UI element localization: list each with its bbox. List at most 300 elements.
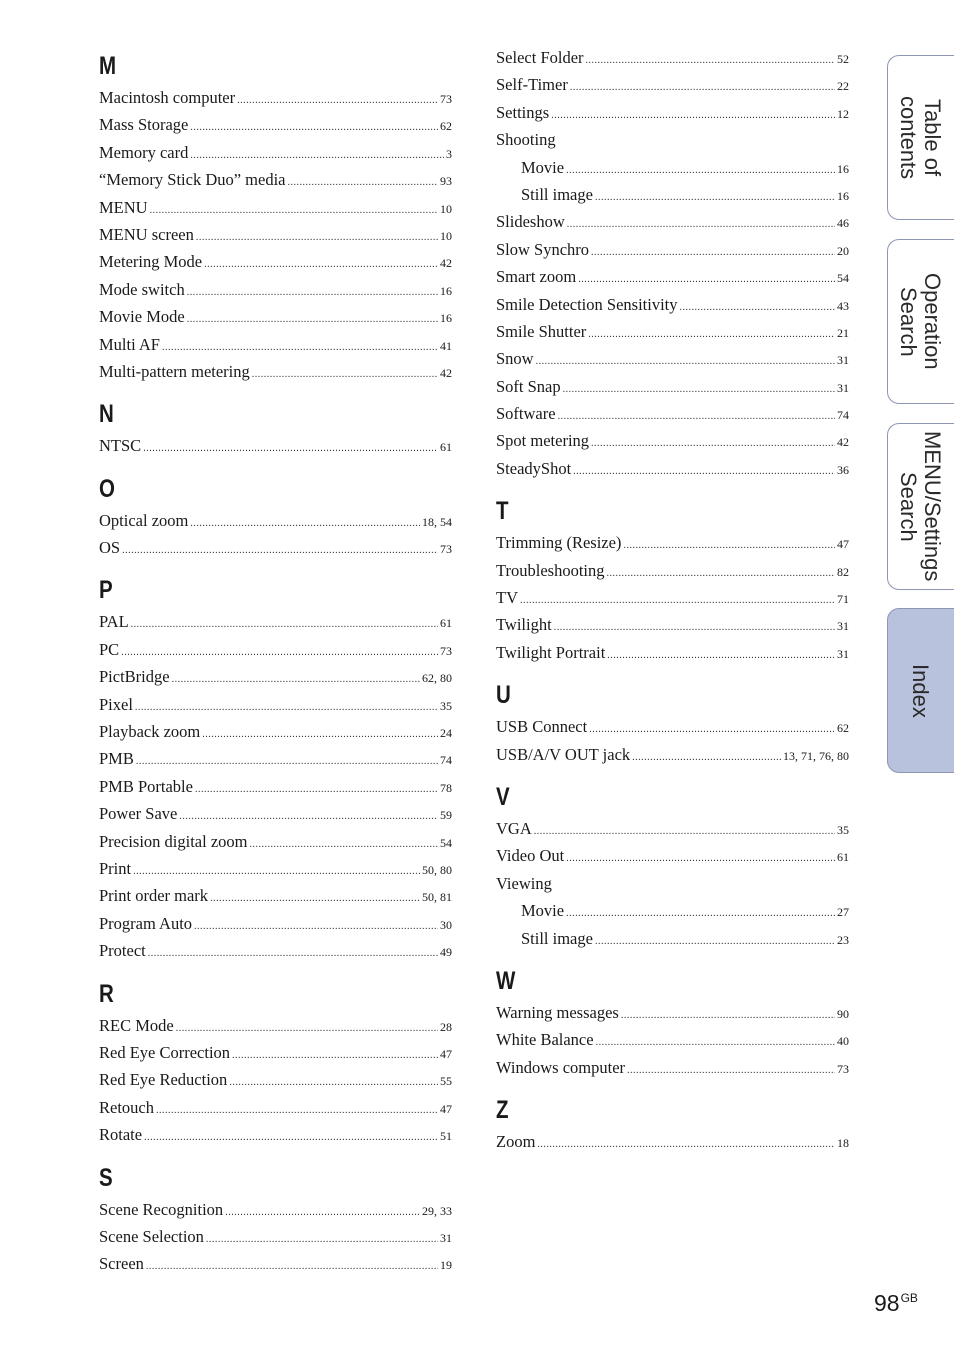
page-reference-link[interactable]: 3	[446, 146, 452, 161]
index-group	[496, 44, 849, 482]
index-entry[interactable]	[99, 1223, 452, 1250]
page-reference-link[interactable]: 24	[440, 726, 452, 741]
dot-leader	[190, 142, 444, 169]
index-group	[99, 396, 452, 459]
index-term: OS	[99, 538, 121, 558]
index-entry[interactable]	[496, 71, 849, 98]
index-entry[interactable]	[99, 84, 452, 111]
page-reference-link[interactable]: 74	[440, 753, 452, 768]
index-term: Settings	[496, 102, 550, 122]
index-term: Red Eye Correction	[99, 1042, 231, 1062]
index-entry[interactable]	[99, 773, 452, 800]
page-reference-link[interactable]: 31	[837, 619, 849, 634]
index-entry[interactable]	[99, 1066, 452, 1093]
index-entry[interactable]	[496, 455, 849, 482]
index-entry[interactable]	[99, 663, 452, 690]
index-letter-heading: O	[99, 474, 115, 503]
index-term: Precision digital zoom	[99, 831, 248, 851]
page-reference-link[interactable]: 20	[837, 243, 849, 258]
page-reference-link[interactable]: 49	[440, 945, 452, 960]
index-entry[interactable]	[496, 557, 849, 584]
index-entry[interactable]	[496, 639, 849, 666]
index-letter-heading: Z	[496, 1096, 509, 1125]
page-reference-link[interactable]: 42	[837, 435, 849, 450]
dot-leader	[210, 885, 420, 912]
index-term: REC Mode	[99, 1015, 174, 1035]
dot-leader	[536, 348, 835, 375]
tab-menu-settings-search[interactable]	[887, 423, 954, 590]
index-entry[interactable]	[99, 1121, 452, 1148]
index-entry[interactable]	[496, 345, 849, 372]
dot-leader	[595, 184, 835, 211]
index-entry[interactable]	[496, 842, 849, 869]
page-reference-link[interactable]: 31	[837, 353, 849, 368]
index-entry[interactable]	[99, 194, 452, 221]
index-letter-heading: S	[99, 1163, 113, 1192]
dot-leader	[202, 721, 438, 748]
index-group	[99, 48, 452, 385]
index-term: Multi-pattern metering	[99, 361, 250, 381]
page-reference-link[interactable]: 52	[837, 52, 849, 66]
dot-leader	[563, 376, 835, 403]
page-number-value: 98	[874, 1290, 900, 1316]
index-term: Metering Mode	[99, 252, 203, 272]
index-term: Warning messages	[496, 1002, 619, 1022]
dot-leader	[627, 1057, 835, 1084]
dot-leader	[537, 1131, 835, 1158]
index-entry[interactable]	[99, 1196, 452, 1223]
index-term: PMB	[99, 749, 134, 769]
index-entry[interactable]	[99, 608, 452, 635]
dot-leader	[187, 279, 438, 306]
tab-label: Index	[908, 663, 933, 718]
dot-leader	[623, 532, 835, 559]
index-entry[interactable]	[99, 691, 452, 718]
page-reference-link[interactable]: 62, 80	[422, 671, 452, 686]
tab-label: Operation Search	[896, 273, 945, 370]
index-entry[interactable]	[496, 154, 849, 181]
index-entry[interactable]	[99, 910, 452, 937]
index-entry[interactable]	[99, 358, 452, 385]
index-term: Zoom	[496, 1132, 536, 1152]
dot-leader	[621, 1002, 835, 1029]
index-term: Macintosh computer	[99, 88, 236, 107]
page-reference-link[interactable]: 16	[440, 283, 452, 298]
index-term: “Memory Stick Duo” media	[99, 170, 286, 190]
page-number-suffix: GB	[900, 1291, 918, 1305]
index-letter-heading: V	[496, 782, 510, 811]
index-term: USB Connect	[496, 717, 588, 737]
index-entry[interactable]	[99, 111, 452, 138]
index-entry[interactable]	[496, 999, 849, 1026]
page-reference-link[interactable]: 40	[837, 1034, 849, 1049]
dot-leader	[566, 845, 835, 872]
index-term: Shooting	[496, 130, 556, 150]
dot-leader	[148, 940, 438, 967]
index-entry[interactable]	[496, 291, 849, 318]
index-term: Smile Detection Sensitivity	[496, 294, 678, 314]
dot-leader	[596, 1029, 835, 1056]
index-entry[interactable]	[99, 636, 452, 663]
index-term: MENU screen	[99, 224, 194, 244]
tab-label: Table of contents	[896, 95, 945, 180]
tab-label: MENU/Settings Search	[896, 431, 945, 582]
index-entry[interactable]	[99, 1039, 452, 1066]
index-entry[interactable]	[99, 718, 452, 745]
page-reference-link[interactable]: 21	[837, 325, 849, 340]
dot-leader	[252, 361, 438, 388]
index-entry[interactable]	[99, 221, 452, 248]
index-entry[interactable]	[99, 432, 452, 459]
page-reference-link[interactable]: 50, 81	[422, 890, 452, 905]
index-term: PictBridge	[99, 667, 170, 687]
index-group	[496, 1092, 849, 1155]
index-entry[interactable]	[99, 507, 452, 534]
dot-leader	[225, 1199, 420, 1226]
page-reference-link[interactable]: 30	[440, 917, 452, 932]
page-reference-link[interactable]: 42	[440, 365, 452, 380]
tab-table-of-contents[interactable]	[887, 55, 954, 220]
index-entry[interactable]	[99, 855, 452, 882]
index-term: PC	[99, 639, 120, 659]
index-term: Playback zoom	[99, 722, 201, 742]
index-term: Windows computer	[496, 1057, 626, 1077]
page-reference-link[interactable]: 22	[837, 79, 849, 94]
dot-leader	[237, 87, 438, 114]
dot-leader	[570, 74, 835, 101]
dot-leader	[204, 251, 438, 278]
page-reference-link[interactable]: 16	[837, 161, 849, 176]
index-term: Smart zoom	[496, 267, 577, 287]
dot-leader	[196, 224, 438, 251]
index-group	[99, 1160, 452, 1278]
index-entry	[496, 126, 849, 153]
dot-leader	[551, 102, 835, 129]
page-reference-link[interactable]: 61	[440, 440, 452, 455]
index-term: White Balance	[496, 1030, 594, 1050]
index-entry[interactable]	[99, 1094, 452, 1121]
index-entry[interactable]	[496, 584, 849, 611]
page-reference-link[interactable]: 42	[440, 256, 452, 271]
index-term: SteadyShot	[496, 458, 572, 478]
index-entry[interactable]	[496, 44, 849, 71]
index-letter-heading: T	[496, 497, 509, 526]
dot-leader	[122, 537, 438, 564]
dot-leader	[558, 403, 835, 430]
index-term: Scene Recognition	[99, 1199, 224, 1219]
page-reference-link[interactable]: 16	[440, 311, 452, 326]
dot-leader	[143, 435, 438, 462]
index-term: PAL	[99, 612, 129, 632]
dot-leader	[679, 294, 835, 321]
page-reference-link[interactable]: 51	[440, 1129, 452, 1144]
index-entry[interactable]	[99, 745, 452, 772]
dot-leader	[172, 666, 420, 693]
index-term: Retouch	[99, 1097, 154, 1117]
index-entry[interactable]	[496, 236, 849, 263]
index-entry[interactable]	[99, 139, 452, 166]
index-entry[interactable]	[496, 400, 849, 427]
index-term: Optical zoom	[99, 510, 189, 530]
dot-leader	[135, 694, 438, 721]
index-term: Power Save	[99, 804, 178, 824]
index-term: USB/A/V OUT jack	[496, 744, 631, 764]
dot-leader	[133, 858, 420, 885]
page-reference-link[interactable]: 19	[440, 1258, 452, 1273]
index-letter-heading: W	[496, 966, 516, 995]
index-group	[99, 976, 452, 1149]
index-entry[interactable]	[496, 1054, 849, 1081]
page-reference-link[interactable]: 27	[837, 905, 849, 920]
index-term: Video Out	[496, 846, 565, 866]
dot-leader	[534, 818, 835, 845]
index-entry[interactable]	[496, 263, 849, 290]
index-term: PMB Portable	[99, 776, 193, 796]
page-reference-link[interactable]: 54	[440, 835, 452, 850]
index-group	[496, 677, 849, 768]
index-term: Troubleshooting	[496, 560, 605, 580]
dot-leader	[586, 47, 835, 74]
dot-leader	[607, 642, 835, 669]
index-entry[interactable]	[99, 248, 452, 275]
page-reference-link[interactable]: 62	[440, 119, 452, 134]
page-reference-link[interactable]: 74	[837, 408, 849, 423]
index-entry[interactable]	[99, 800, 452, 827]
index-term: Red Eye Reduction	[99, 1070, 228, 1090]
tab-operation-search[interactable]	[887, 239, 954, 404]
dot-leader	[288, 169, 439, 196]
index-term: Snow	[496, 349, 534, 369]
dot-leader	[121, 639, 438, 666]
index-letter-heading: R	[99, 979, 114, 1008]
index-term: Program Auto	[99, 913, 193, 933]
dot-leader	[206, 1226, 438, 1253]
index-entry[interactable]	[496, 529, 849, 556]
page-reference-link[interactable]: 55	[440, 1074, 452, 1089]
index-entry[interactable]	[99, 534, 452, 561]
dot-leader	[187, 306, 438, 333]
index-term: Movie Mode	[99, 307, 185, 327]
dot-leader	[190, 510, 420, 537]
page-reference-link[interactable]: 18	[837, 1136, 849, 1151]
index-term: Viewing	[496, 873, 552, 893]
index-entry[interactable]	[496, 318, 849, 345]
index-term: Pixel	[99, 694, 133, 714]
index-term: Self-Timer	[496, 75, 568, 95]
page-reference-link[interactable]: 43	[837, 298, 849, 313]
page-reference-link[interactable]: 46	[837, 216, 849, 231]
index-letter-heading: N	[99, 400, 114, 429]
dot-leader	[607, 560, 836, 587]
dot-leader	[554, 614, 835, 641]
page-reference-link[interactable]: 28	[440, 1019, 452, 1034]
page-reference-link[interactable]: 61	[440, 616, 452, 631]
page-reference-link[interactable]: 73	[837, 1061, 849, 1076]
page-reference-link[interactable]: 90	[837, 1006, 849, 1021]
index-entry[interactable]	[496, 897, 849, 924]
index-term: Screen	[99, 1254, 144, 1274]
index-entry[interactable]	[496, 611, 849, 638]
dot-leader	[578, 266, 835, 293]
page-reference-link[interactable]: 73	[440, 92, 452, 106]
index-term: NTSC	[99, 436, 142, 456]
dot-leader	[176, 1015, 438, 1042]
page-reference-link[interactable]: 10	[440, 228, 452, 243]
index-term: Movie	[521, 157, 565, 177]
dot-leader	[190, 114, 438, 141]
page-reference-link[interactable]: 50, 80	[422, 862, 452, 877]
index-entry[interactable]	[496, 713, 849, 740]
dot-leader	[588, 321, 835, 348]
page-reference-link[interactable]: 41	[440, 338, 452, 353]
index-term: VGA	[496, 818, 532, 838]
page-reference-link[interactable]: 29, 33	[422, 1203, 452, 1218]
index-term: Trimming (Resize)	[496, 533, 622, 553]
dot-leader	[589, 716, 835, 743]
page-reference-link[interactable]: 71	[837, 592, 849, 607]
page-reference-link[interactable]: 73	[440, 542, 452, 557]
index-term: Print order mark	[99, 886, 209, 906]
page-reference-link[interactable]: 47	[837, 537, 849, 552]
page-reference-link[interactable]: 54	[837, 271, 849, 286]
index-entry[interactable]	[496, 815, 849, 842]
index-term: Slideshow	[496, 212, 565, 232]
page-reference-link[interactable]: 31	[440, 1230, 452, 1245]
page-reference-link[interactable]: 82	[837, 564, 849, 579]
index-entry[interactable]	[99, 331, 452, 358]
index-term: MENU	[99, 197, 148, 217]
page-reference-link[interactable]: 13, 71, 76, 80	[783, 748, 849, 763]
index-entry[interactable]	[99, 937, 452, 964]
index-group	[496, 493, 849, 666]
dot-leader	[194, 913, 438, 940]
index-term: Multi AF	[99, 334, 160, 354]
dot-leader	[146, 1253, 438, 1280]
page-reference-link[interactable]: 73	[440, 643, 452, 658]
page-reference-link[interactable]: 16	[837, 188, 849, 203]
dot-leader	[520, 587, 835, 614]
index-term: Still image	[521, 928, 593, 948]
index-term: Mode switch	[99, 279, 185, 299]
page-reference-link[interactable]: 35	[440, 698, 452, 713]
index-term: Rotate	[99, 1125, 143, 1145]
index-term: Memory card	[99, 142, 189, 162]
index-entry[interactable]	[496, 1128, 849, 1155]
index-term: Select Folder	[496, 48, 584, 67]
index-term: Slow Synchro	[496, 239, 590, 259]
index-entry[interactable]	[99, 1250, 452, 1277]
dot-leader	[150, 197, 438, 224]
index-term: Protect	[99, 941, 146, 961]
index-entry[interactable]	[496, 1026, 849, 1053]
index-term: Movie	[521, 901, 565, 921]
dot-leader	[566, 157, 835, 184]
index-entry[interactable]	[496, 741, 849, 768]
dot-leader	[144, 1124, 438, 1151]
page-reference-link[interactable]: 62	[837, 721, 849, 736]
page-reference-link[interactable]: 18, 54	[422, 514, 452, 529]
index-letter-heading: M	[99, 52, 117, 80]
page-reference-link[interactable]: 31	[837, 380, 849, 395]
dot-leader	[573, 458, 835, 485]
dot-leader	[632, 744, 781, 771]
dot-leader	[566, 900, 835, 927]
dot-leader	[232, 1042, 438, 1069]
index-entry[interactable]	[99, 276, 452, 303]
dot-leader	[591, 430, 835, 457]
index-term: Scene Selection	[99, 1226, 204, 1246]
index-group	[99, 471, 452, 562]
page-reference-link[interactable]: 47	[440, 1101, 452, 1116]
dot-leader	[249, 831, 438, 858]
index-entry[interactable]	[496, 373, 849, 400]
index-entry	[496, 870, 849, 897]
index-group	[496, 963, 849, 1081]
index-entry[interactable]	[99, 1012, 452, 1039]
index-term: Mass Storage	[99, 115, 189, 135]
dot-leader	[229, 1069, 438, 1096]
dot-leader	[179, 803, 438, 830]
page-reference-link[interactable]: 47	[440, 1046, 452, 1061]
dot-leader	[591, 239, 835, 266]
page-reference-link[interactable]: 23	[837, 932, 849, 947]
page-reference-link[interactable]: 35	[837, 822, 849, 837]
page-reference-link[interactable]: 78	[440, 780, 452, 795]
index-entry[interactable]	[99, 828, 452, 855]
dot-leader	[595, 928, 835, 955]
index-term: Still image	[521, 184, 593, 204]
index-entry[interactable]	[496, 99, 849, 126]
tab-index[interactable]	[887, 608, 954, 773]
page-reference-link[interactable]: 93	[440, 174, 452, 189]
dot-leader	[131, 611, 438, 638]
index-column-left	[99, 44, 452, 1289]
dot-leader	[136, 748, 438, 775]
page-reference-link[interactable]: 31	[837, 646, 849, 661]
page-reference-link[interactable]: 36	[837, 462, 849, 477]
index-term: TV	[496, 588, 518, 608]
index-entry[interactable]	[99, 882, 452, 909]
index-term: Spot metering	[496, 431, 590, 451]
index-entry[interactable]	[496, 925, 849, 952]
dot-leader	[156, 1097, 438, 1124]
index-group	[99, 572, 452, 964]
index-entry[interactable]	[496, 208, 849, 235]
index-term: Twilight Portrait	[496, 642, 606, 662]
index-letter-heading: U	[496, 681, 511, 710]
index-letter-heading: P	[99, 576, 113, 605]
index-entry[interactable]	[496, 427, 849, 454]
index-term: Print	[99, 858, 132, 878]
index-group	[496, 779, 849, 952]
page-number	[874, 1290, 918, 1317]
dot-leader	[195, 776, 438, 803]
dot-leader	[567, 211, 835, 238]
index-entry[interactable]	[99, 166, 452, 193]
page-reference-link[interactable]: 59	[440, 808, 452, 823]
index-entry[interactable]	[496, 181, 849, 208]
index-term: Smile Shutter	[496, 321, 587, 341]
index-term: Soft Snap	[496, 376, 561, 396]
page-reference-link[interactable]: 12	[837, 106, 849, 121]
index-term: Software	[496, 404, 556, 424]
page-reference-link[interactable]: 61	[837, 850, 849, 865]
page-reference-link[interactable]: 10	[440, 201, 452, 216]
index-column-right	[496, 44, 849, 1167]
index-term: Twilight	[496, 615, 552, 635]
dot-leader	[162, 334, 438, 361]
index-entry[interactable]	[99, 303, 452, 330]
